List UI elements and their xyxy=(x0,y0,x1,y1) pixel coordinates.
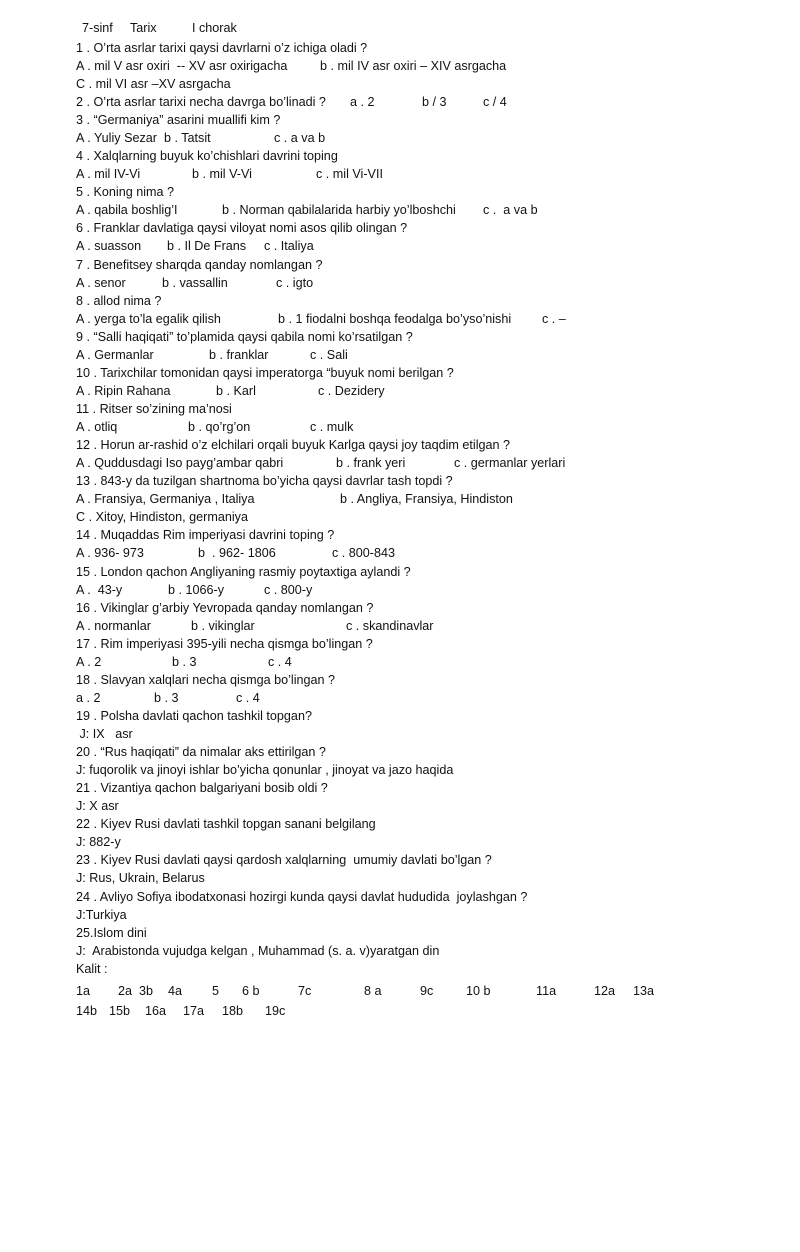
question-3: 3 . “Germaniya” asarini muallifi kim ? xyxy=(76,113,281,127)
answer-key-entry: 3b xyxy=(139,984,154,998)
answer-row xyxy=(76,75,231,93)
answer-option: A . Yuliy Sezar b . Tatsit xyxy=(76,131,211,145)
question-10: 10 . Tarixchilar tomonidan qaysi imperatorga “buyuk nomi berilgan ? xyxy=(76,366,454,380)
answer-option: A . Quddusdagi Iso payg’ambar qabri xyxy=(76,456,284,470)
question-8: 8 . allod nima ? xyxy=(76,294,162,308)
question-16: 16 . Vikinglar g’arbiy Yevropada qanday nomlangan ? xyxy=(76,601,374,615)
question-21: 21 . Vizantiya qachon balgariyani bosib oldi ? xyxy=(76,781,328,795)
question-12: 12 . Horun ar-rashid o’z elchilari orqali buyuk Karlga qaysi joy taqdim etilgan ? xyxy=(76,438,511,452)
question-9: 9 . “Salli haqiqati” to’plamida qaysi qabila nomi ko’rsatilgan ? xyxy=(76,330,413,344)
answer-key-entry: 11a xyxy=(536,984,557,998)
answer-line: J: fuqorolik va jinoyi ishlar bo’yicha qonunlar , jinoyat va jazo haqida xyxy=(76,763,454,777)
answer-option: b . Norman qabilalarida harbiy yo’lboshchi xyxy=(222,203,456,217)
question-7: 7 . Benefitsey sharqda qanday nomlangan ? xyxy=(76,258,323,272)
answer-option: A . mil V asr oxiri -- XV asr oxirigacha xyxy=(76,59,288,73)
question-11: 11 . Ritser so’zining ma’nosi xyxy=(76,402,232,416)
answer-row xyxy=(76,165,383,183)
answer-line: J: IX asr xyxy=(76,727,133,741)
question-23: 23 . Kiyev Rusi davlati qaysi qardosh xalqlarning umumiy davlati bo’lgan ? xyxy=(76,853,492,867)
answer-key-entry: 8 a xyxy=(364,984,382,998)
answer-key-entry: 9c xyxy=(420,984,434,998)
answer-option: A . normanlar xyxy=(76,619,151,633)
answer-option: b . qo’rg’on xyxy=(188,420,251,434)
answer-line: J:Turkiya xyxy=(76,908,127,922)
answer-option: b . mil IV asr oxiri – XIV asrgacha xyxy=(320,59,507,73)
answer-line: J: Arabistonda vujudga kelgan , Muhammad (s. a. v)yaratgan din xyxy=(76,944,440,958)
answer-row xyxy=(76,310,566,328)
answer-line: J: 882-y xyxy=(76,835,121,849)
question-5: 5 . Koning nima ? xyxy=(76,185,175,199)
answer-key-entry: 15b xyxy=(109,1004,131,1018)
answer-key-entry: 12a xyxy=(594,984,616,998)
answer-option: A . mil IV-Vi xyxy=(76,167,141,181)
answer-key-entry: 14b xyxy=(76,1004,98,1018)
answer-option: c . mil Vi-VII xyxy=(316,167,383,181)
answer-key-entry: 10 b xyxy=(466,984,491,998)
answer-row xyxy=(76,274,314,292)
question-1: 1 . O’rta asrlar tarixi qaysi davrlarni o’z ichiga oladi ? xyxy=(76,41,368,55)
answer-key-entry: 1a xyxy=(76,984,91,998)
answer-line: J: X asr xyxy=(76,799,119,813)
answer-option: A . Germanlar xyxy=(76,348,154,362)
answer-option: b . Angliya, Fransiya, Hindiston xyxy=(340,492,513,506)
answer-option: C . Xitoy, Hindiston, germaniya xyxy=(76,510,248,524)
answer-option: A . otliq xyxy=(76,420,118,434)
answer-option: c . a va b xyxy=(274,131,326,145)
answer-option: A . yerga to’la egalik qilish xyxy=(76,312,221,326)
answer-line: J: Rus, Ukrain, Belarus xyxy=(76,871,205,885)
subject-label: Tarix xyxy=(130,21,157,35)
answer-row xyxy=(76,490,513,508)
question-18: 18 . Slavyan xalqlari necha qismga bo’lingan ? xyxy=(76,673,336,687)
answer-row xyxy=(76,201,538,219)
answer-key-entry: 16a xyxy=(145,1004,167,1018)
answer-key-entry: 18b xyxy=(222,1004,244,1018)
question-25: 25.Islom dini xyxy=(76,926,147,940)
answer-option: b . 3 xyxy=(172,655,197,669)
answer-option: b . frank yeri xyxy=(336,456,406,470)
answer-row xyxy=(76,454,566,472)
answer-option: c . 800-y xyxy=(264,583,313,597)
question-20: 20 . “Rus haqiqati” da nimalar aks ettirilgan ? xyxy=(76,745,326,759)
answer-row xyxy=(76,346,348,364)
answer-key-entry: 4a xyxy=(168,984,183,998)
answer-row xyxy=(76,544,396,562)
answer-option: b . 1066-y xyxy=(168,583,225,597)
question-24: 24 . Avliyo Sofiya ibodatxonasi hozirgi kunda qaysi davlat hududida joylashgan ? xyxy=(76,890,528,904)
answer-option: c . mulk xyxy=(310,420,354,434)
answer-row xyxy=(76,689,260,707)
question-15: 15 . London qachon Angliyaning rasmiy poytaxtiga aylandi ? xyxy=(76,565,411,579)
answer-option: c . Dezidery xyxy=(318,384,385,398)
answer-option: b . 3 xyxy=(154,691,179,705)
answer-option: b . franklar xyxy=(209,348,269,362)
answer-row xyxy=(76,418,354,436)
answer-option: b . Karl xyxy=(216,384,256,398)
question-2 xyxy=(76,93,507,111)
question-4: 4 . Xalqlarning buyuk ko’chishlari davrini toping xyxy=(76,149,338,163)
answer-option: A . senor xyxy=(76,276,126,290)
answer-row xyxy=(76,581,313,599)
answer-option: A . Ripin Rahana xyxy=(76,384,171,398)
answer-row xyxy=(76,653,292,671)
answer-key-row-2 xyxy=(76,1002,286,1020)
answer-option: A . suasson xyxy=(76,239,142,253)
question-13: 13 . 843-y da tuzilgan shartnoma bo’yicha qaysi davrlar tash topdi ? xyxy=(76,474,453,488)
answer-key-entry: 5 xyxy=(212,984,220,998)
answer-option: c . 4 xyxy=(268,655,292,669)
answer-key-entry: 13a xyxy=(633,984,655,998)
answer-option: c . 800-843 xyxy=(332,546,396,560)
answer-row xyxy=(76,129,326,147)
answer-option: b . mil V-Vi xyxy=(192,167,252,181)
answer-option: A . 2 xyxy=(76,655,102,669)
answer-option: A . qabila boshlig’I xyxy=(76,203,178,217)
answer-option: A . 936- 973 xyxy=(76,546,144,560)
answer-option: b . 962- 1806 xyxy=(198,546,276,560)
question-text: 2 . O’rta asrlar tarixi necha davrga bo’linadi ? xyxy=(76,95,326,109)
question-17: 17 . Rim imperiyasi 395-yili necha qismga bo’lingan ? xyxy=(76,637,373,651)
answer-key-row-1 xyxy=(76,982,655,1000)
answer-option: c . 4 xyxy=(236,691,260,705)
answer-option: a . 2 xyxy=(350,95,375,109)
answer-option: c . igto xyxy=(276,276,314,290)
answer-option: b . Il De Frans xyxy=(167,239,247,253)
question-22: 22 . Kiyev Rusi davlati tashkil topgan sanani belgilang xyxy=(76,817,376,831)
answer-option: b . vikinglar xyxy=(191,619,255,633)
question-19: 19 . Polsha davlati qachon tashkil topgan? xyxy=(76,709,312,723)
answer-option: c . a va b xyxy=(483,203,538,217)
answer-option: C . mil VI asr –XV asrgacha xyxy=(76,77,231,91)
answer-option: c . Italiya xyxy=(264,239,314,253)
answer-option: c . germanlar yerlari xyxy=(454,456,566,470)
answer-option: A . Fransiya, Germaniya , Italiya xyxy=(76,492,255,506)
answer-option: a . 2 xyxy=(76,691,101,705)
answer-row xyxy=(76,382,385,400)
answer-key-label: Kalit : xyxy=(76,962,108,976)
answer-option: c / 4 xyxy=(483,95,507,109)
answer-key-entry: 6 b xyxy=(242,984,260,998)
quarter-label: I chorak xyxy=(192,21,237,35)
answer-option: A . 43-y xyxy=(76,583,123,597)
answer-row xyxy=(76,237,314,255)
answer-option: b / 3 xyxy=(422,95,447,109)
answer-row xyxy=(76,57,507,75)
answer-option: c . skandinavlar xyxy=(346,619,434,633)
question-6: 6 . Franklar davlatiga qaysi viloyat nomi asos qilib olingan ? xyxy=(76,221,408,235)
answer-option: c . Sali xyxy=(310,348,348,362)
answer-row xyxy=(76,617,434,635)
answer-row xyxy=(76,508,248,526)
answer-option: c . – xyxy=(542,312,566,326)
answer-option: b . vassallin xyxy=(162,276,228,290)
grade-label: 7-sinf xyxy=(82,21,113,35)
answer-key-entry: 19c xyxy=(265,1004,286,1018)
answer-option: b . 1 fiodalni boshqa feodalga bo’yso’nishi xyxy=(278,312,512,326)
question-14: 14 . Muqaddas Rim imperiyasi davrini toping ? xyxy=(76,528,335,542)
answer-key-entry: 7c xyxy=(298,984,312,998)
answer-key-entry: 17a xyxy=(183,1004,205,1018)
worksheet-header xyxy=(76,19,237,37)
answer-key-entry: 2a xyxy=(118,984,133,998)
